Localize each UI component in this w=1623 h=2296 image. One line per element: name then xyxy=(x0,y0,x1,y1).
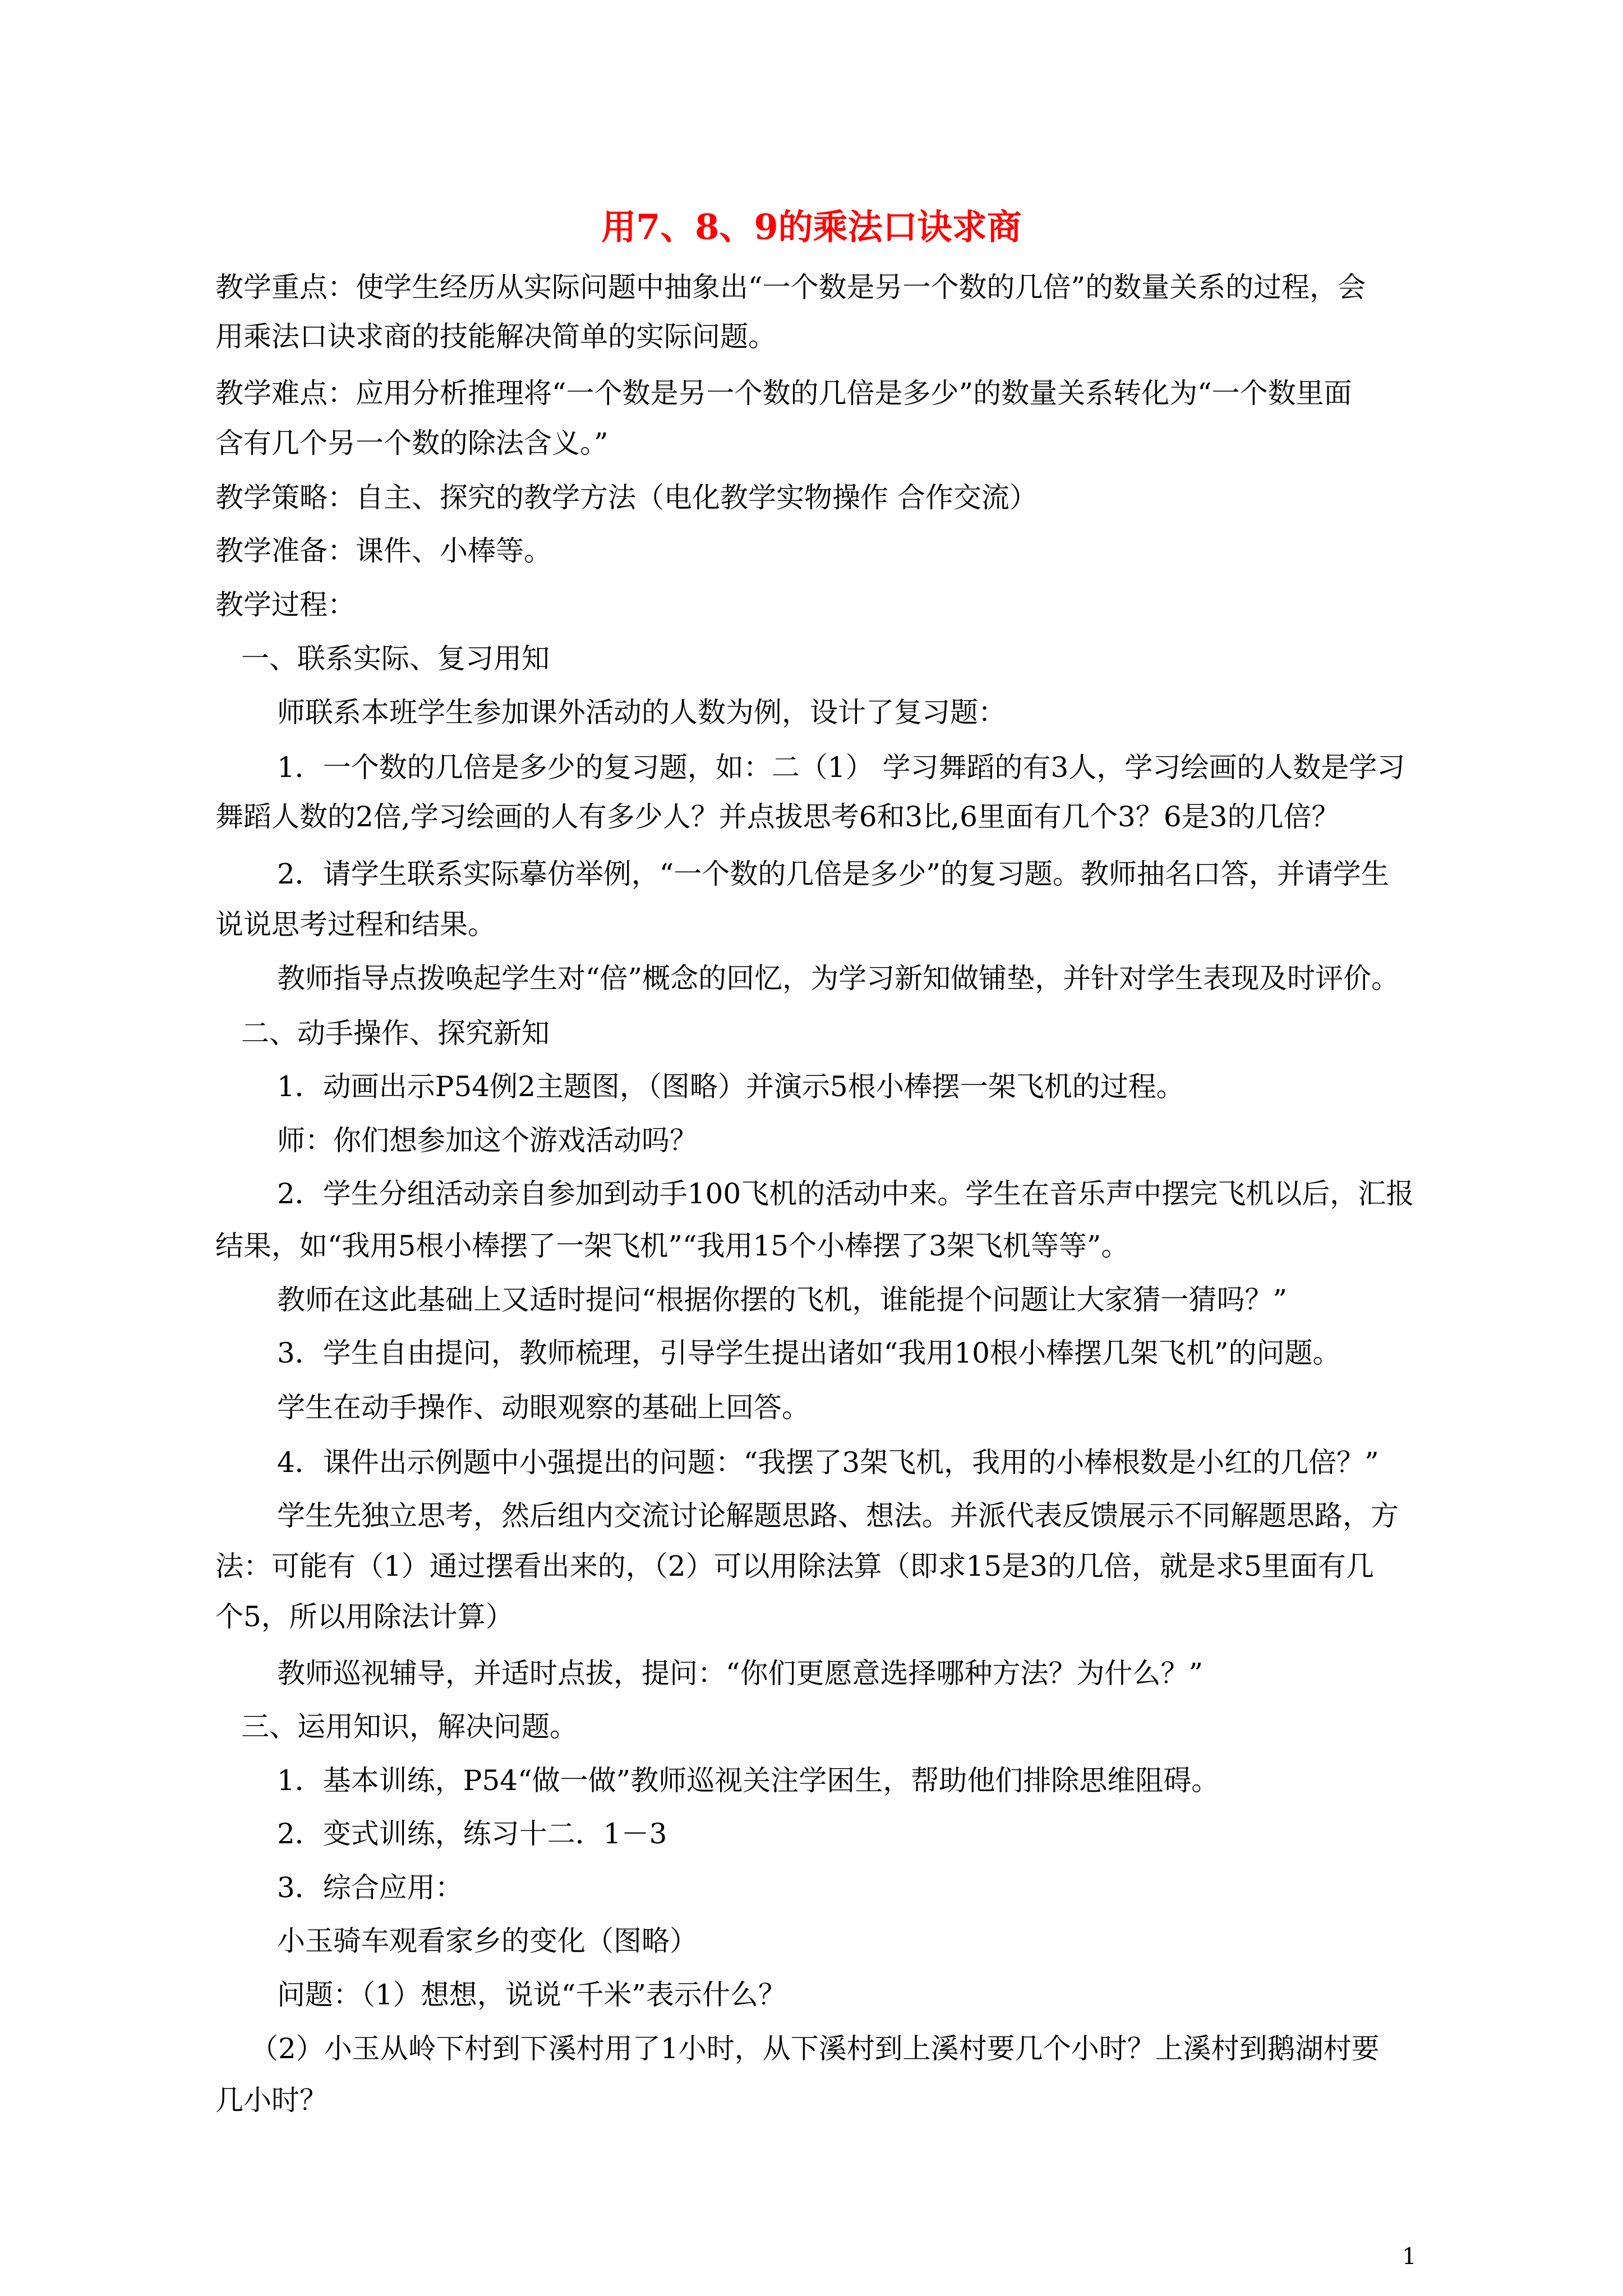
text-line: 小玉骑车观看家乡的变化（图略） xyxy=(277,1925,698,1957)
text-line: 1．基本训练，P54“做一做”教师巡视关注学困生，帮助他们排除思维阻碍。 xyxy=(277,1764,1220,1797)
text-line: 教学准备：课件、小棒等。 xyxy=(215,535,552,567)
text-line: 4．课件出示例题中小强提出的问题：“我摆了3架飞机，我用的小棒根数是小红的几倍？” xyxy=(277,1446,1379,1479)
text-line: 含有几个另一个数的除法含义。” xyxy=(215,427,608,459)
text-line: 师：你们想参加这个游戏活动吗？ xyxy=(277,1124,698,1157)
text-line: 1．动画出示P54例2主题图，（图略）并演示5根小棒摆一架飞机的过程。 xyxy=(277,1070,1184,1103)
text-line: 教师指导点拨唤起学生对“倍”概念的回忆，为学习新知做铺垫，并针对学生表现及时评价。 xyxy=(277,962,1400,995)
text-line: 教学策略：自主、探究的教学方法（电化教学实物操作 合作交流） xyxy=(215,481,1038,514)
text-line: 结果，如“我用5根小棒摆了一架飞机”“我用15个小棒摆了3架飞机等等”。 xyxy=(215,1230,1129,1262)
text-line: 几小时？ xyxy=(215,2084,328,2116)
text-line: 师联系本班学生参加课外活动的人数为例，设计了复习题： xyxy=(277,696,1006,729)
text-line: 个5，所以用除法计算） xyxy=(215,1600,514,1633)
text-line: 学生在动手操作、动眼观察的基础上回答。 xyxy=(277,1391,810,1424)
text-line: 说说思考过程和结果。 xyxy=(215,908,496,941)
text-line: 教学重点：使学生经历从实际问题中抽象出“一个数是另一个数的几倍”的数量关系的过程，会 xyxy=(215,271,1366,303)
text-line: 1．一个数的几倍是多少的复习题，如：二（1） 学习舞蹈的有3人，学习绘画的人数是学习 xyxy=(277,751,1405,784)
page-number: 1 xyxy=(1402,2244,1417,2270)
text-line: 学生先独立思考，然后组内交流讨论解题思路、想法。并派代表反馈展示不同解题思路，方 xyxy=(277,1499,1399,1532)
section-heading: 三、运用知识，解决问题。 xyxy=(241,1710,578,1743)
section-heading: 二、动手操作、探究新知 xyxy=(241,1017,550,1050)
text-line: （2）小玉从岭下村到下溪村用了1小时，从下溪村到上溪村要几个小时？上溪村到鹅湖村要 xyxy=(250,2032,1380,2065)
text-line: 教师巡视辅导，并适时点拔，提问：“你们更愿意选择哪种方法？为什么？” xyxy=(277,1657,1204,1690)
text-line: 2．请学生联系实际摹仿举例，“一个数的几倍是多少”的复习题。教师抽名口答，并请学生 xyxy=(277,858,1389,890)
text-line: 教学难点：应用分析推理将“一个数是另一个数的几倍是多少”的数量关系转化为“一个数里面 xyxy=(215,377,1352,409)
text-line: 舞蹈人数的2倍,学习绘画的人有多少人？并点拔思考6和3比,6里面有几个3？6是3的几倍？ xyxy=(215,800,1340,833)
text-line: 法：可能有（1）通过摆看出来的，（2）可以用除法算（即求15是3的几倍，就是求5里面有几 xyxy=(215,1550,1374,1582)
document-title: 用7、8、9的乘法口诀求商 xyxy=(601,206,1022,247)
text-line: 用乘法口诀求商的技能解决简单的实际问题。 xyxy=(215,320,776,353)
text-line: 教学过程： xyxy=(215,588,356,621)
text-line: 教师在这此基础上又适时提问“根据你摆的飞机，谁能提个问题让大家猜一猜吗？” xyxy=(277,1283,1288,1316)
text-line: 2．变式训练，练习十二．1－3 xyxy=(277,1818,667,1850)
section-heading: 一、联系实际、复习用知 xyxy=(241,642,550,675)
text-line: 问题：（1）想想，说说“千米”表示什么？ xyxy=(277,1978,786,2011)
text-line: 2．学生分组活动亲自参加到动手100飞机的活动中来。学生在音乐声中摆完飞机以后，汇报 xyxy=(277,1177,1414,1210)
text-line: 3．综合应用： xyxy=(277,1871,463,1904)
text-line: 3．学生自由提问，教师梳理，引导学生提出诸如“我用10根小棒摆几架飞机”的问题。 xyxy=(277,1337,1341,1369)
